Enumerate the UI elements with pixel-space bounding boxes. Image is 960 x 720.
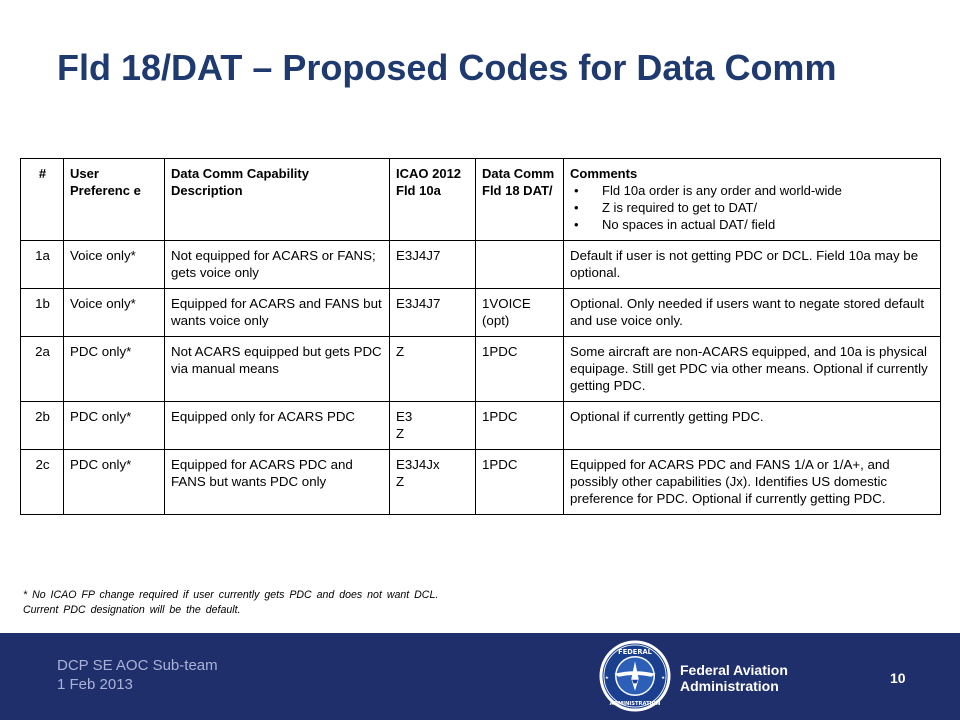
cell-comments: Default if user is not getting PDC or DCL. Field 10a may be optional.: [564, 241, 941, 289]
svg-text:★: ★: [604, 675, 609, 681]
faa-seal-icon: [598, 639, 672, 713]
cell-comments: Equipped for ACARS PDC and FANS 1/A or 1/A+, and possibly other capabilities (Jx). Identifies US domestic preference for PDC. Optional if currently getting PDC.: [564, 450, 941, 515]
cell-description: Equipped for ACARS PDC and FANS but wants PDC only: [165, 450, 390, 515]
cell-comments: Some aircraft are non-ACARS equipped, and 10a is physical equipage. Still get PDC via other means. Optional if currently getting PDC.: [564, 337, 941, 402]
footer-date: 1 Feb 2013: [57, 676, 133, 693]
faa-name-line2: Administration: [680, 678, 779, 694]
cell-icao: E3J4J7: [390, 241, 476, 289]
header-num: #: [21, 159, 64, 241]
header-user-preference: User Preferenc e: [64, 159, 165, 241]
cell-preference: PDC only*: [64, 450, 165, 515]
cell-description: Not ACARS equipped but gets PDC via manual means: [165, 337, 390, 402]
header-data-comm: Data Comm Fld 18 DAT/: [476, 159, 564, 241]
header-icao: ICAO 2012 Fld 10a: [390, 159, 476, 241]
cell-preference: PDC only*: [64, 337, 165, 402]
header-comments-title: Comments: [570, 166, 638, 181]
svg-text:★: ★: [661, 675, 666, 681]
footer-bar: [0, 633, 960, 720]
cell-icao: Z: [390, 337, 476, 402]
cell-num: 1b: [21, 289, 64, 337]
page-number: 10: [890, 670, 906, 686]
cell-data-comm: [476, 241, 564, 289]
cell-comments: Optional if currently getting PDC.: [564, 402, 941, 450]
faa-name-line1: Federal Aviation: [680, 662, 788, 678]
cell-data-comm: 1PDC: [476, 337, 564, 402]
table-row: [21, 289, 941, 337]
cell-description: Not equipped for ACARS or FANS; gets voice only: [165, 241, 390, 289]
svg-text:ADMINISTRATION: ADMINISTRATION: [609, 700, 661, 707]
header-description: Data Comm Capability Description: [165, 159, 390, 241]
cell-preference: Voice only*: [64, 241, 165, 289]
table-row: [21, 402, 941, 450]
table-header-row: [21, 159, 941, 241]
footnote: * No ICAO FP change required if user currently gets PDC and does not want DCL. Current PDC designation will be the default.: [23, 589, 439, 616]
cell-icao: E3 Z: [390, 402, 476, 450]
header-comment-bullet: • Fld 10a order is any order and world-wide: [602, 182, 935, 199]
cell-icao: E3J4J7: [390, 289, 476, 337]
cell-data-comm: 1PDC: [476, 402, 564, 450]
cell-num: 2a: [21, 337, 64, 402]
header-comments-list: [570, 182, 935, 233]
cell-preference: Voice only*: [64, 289, 165, 337]
header-comment-bullet: • Z is required to get to DAT/: [602, 199, 935, 216]
codes-table: [20, 158, 941, 515]
cell-num: 2b: [21, 402, 64, 450]
svg-text:FEDERAL: FEDERAL: [618, 647, 652, 656]
header-comments: [564, 159, 941, 241]
table-row: [21, 337, 941, 402]
slide-title: Fld 18/DAT – Proposed Codes for Data Comm: [57, 47, 837, 88]
cell-preference: PDC only*: [64, 402, 165, 450]
cell-data-comm: 1VOICE (opt): [476, 289, 564, 337]
cell-description: Equipped only for ACARS PDC: [165, 402, 390, 450]
cell-num: 1a: [21, 241, 64, 289]
footer-info: [57, 656, 218, 694]
cell-comments: Optional. Only needed if users want to negate stored default and use voice only.: [564, 289, 941, 337]
cell-description: Equipped for ACARS and FANS but wants voice only: [165, 289, 390, 337]
header-comment-bullet: • No spaces in actual DAT/ field: [602, 216, 935, 233]
faa-name: [680, 662, 788, 694]
cell-data-comm: 1PDC: [476, 450, 564, 515]
footer-team: DCP SE AOC Sub-team: [57, 657, 218, 674]
cell-icao: E3J4Jx Z: [390, 450, 476, 515]
table-row: [21, 450, 941, 515]
table-row: [21, 241, 941, 289]
cell-num: 2c: [21, 450, 64, 515]
